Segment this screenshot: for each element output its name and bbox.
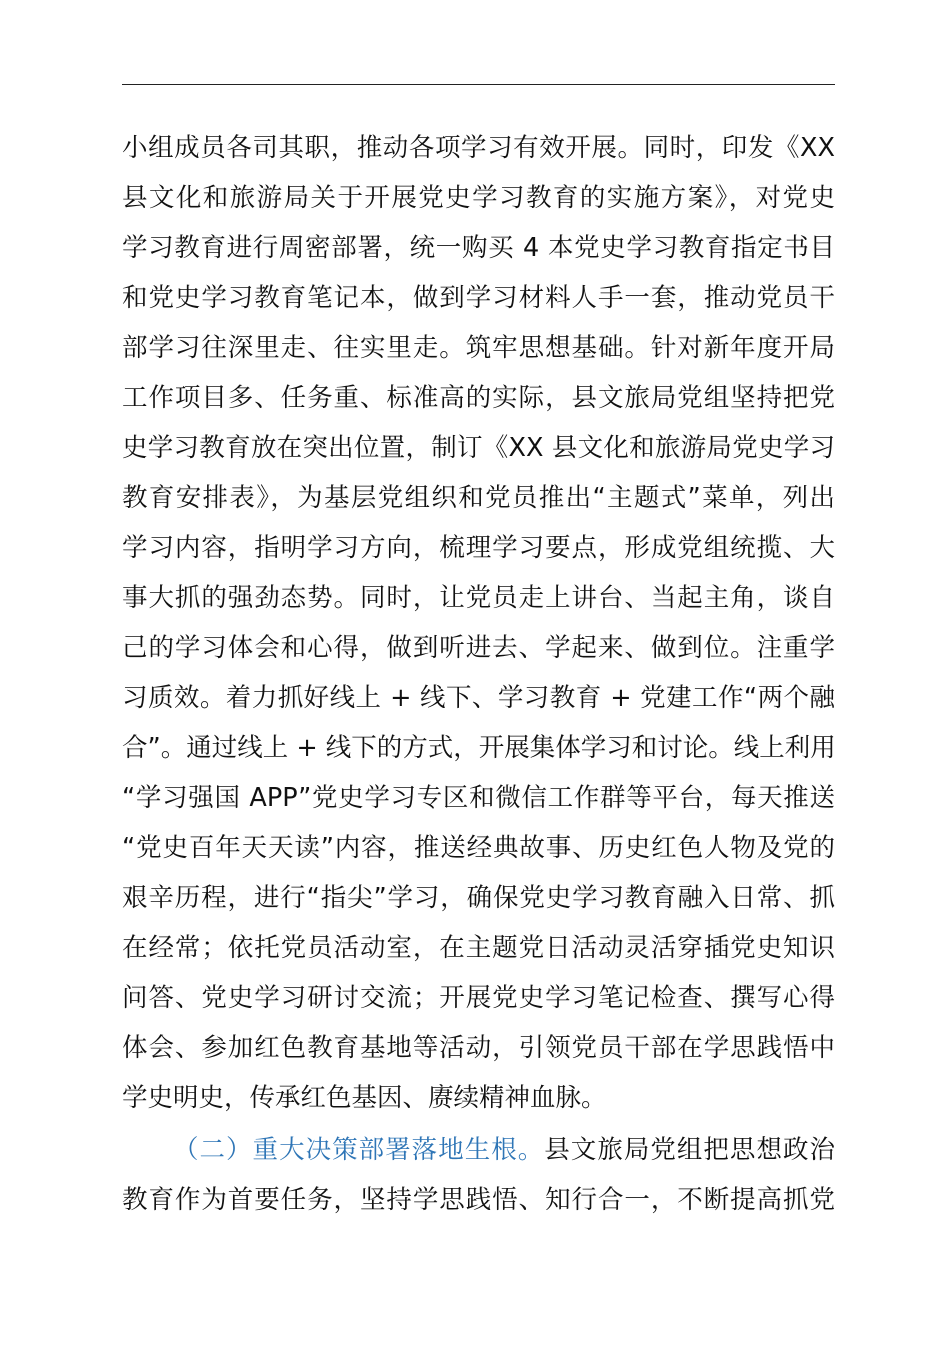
text-line: 县文化和旅游局关于开展党史学习教育的实施方案》，对党史: [122, 183, 835, 213]
text-line: 史学习教育放在突出位置，制订《XX 县文化和旅游局党史学习: [122, 433, 835, 463]
text-line: [122, 1125, 835, 1175]
text-line: 事大抓的强劲态势。同时，让党员走上讲台、当起主角，谈自: [122, 583, 835, 613]
text-line: “学习强国 APP”党史学习专区和微信工作群等平台，每天推送: [122, 783, 835, 813]
text-line: 体会、参加红色教育基地等活动，引领党员干部在学思践悟中: [122, 1033, 835, 1063]
text-line: 和党史学习教育笔记本，做到学习材料人手一套，推动党员干: [122, 283, 835, 313]
text-line: 在经常；依托党员活动室，在主题党日活动灵活穿插党史知识: [122, 933, 835, 963]
document-body: [122, 123, 835, 1225]
paragraph: [122, 1125, 835, 1225]
text-line: “党史百年天天读”内容，推送经典故事、历史红色人物及党的: [122, 833, 835, 863]
text-span: 县文旅局党组把思想政治: [544, 1135, 835, 1165]
text-line: 习质效。着力抓好线上 + 线下、学习教育 + 党建工作“两个融: [122, 683, 835, 713]
text-line: 学史明史，传承红色基因、赓续精神血脉。: [122, 1083, 607, 1113]
text-line: 教育安排表》，为基层党组织和党员推出“主题式”菜单，列出: [122, 483, 835, 513]
text-line: 问答、党史学习研讨交流；开展党史学习笔记检查、撰写心得: [122, 983, 835, 1013]
text-line: 小组成员各司其职，推动各项学习有效开展。同时，印发《XX: [122, 133, 835, 163]
section-heading: （二）重大决策部署落地生根。: [173, 1135, 545, 1165]
text-line: 合”。通过线上 + 线下的方式，开展集体学习和讨论。线上利用: [122, 733, 836, 763]
text-line: 部学习往深里走、往实里走。筑牢思想基础。针对新年度开局: [122, 333, 835, 363]
text-line: 艰辛历程，进行“指尖”学习，确保党史学习教育融入日常、抓: [122, 883, 835, 913]
paragraph: [122, 123, 835, 1123]
text-line: 学习教育进行周密部署，统一购买 4 本党史学习教育指定书目: [122, 233, 835, 263]
text-line: 工作项目多、任务重、标准高的实际，县文旅局党组坚持把党: [122, 383, 835, 413]
text-line: 教育作为首要任务，坚持学思践悟、知行合一，不断提高抓党: [122, 1185, 835, 1215]
text-line: 己的学习体会和心得，做到听进去、学起来、做到位。注重学: [122, 633, 835, 663]
text-line: 学习内容，指明学习方向，梳理学习要点，形成党组统揽、大: [122, 533, 835, 563]
header-rule: [122, 84, 835, 85]
